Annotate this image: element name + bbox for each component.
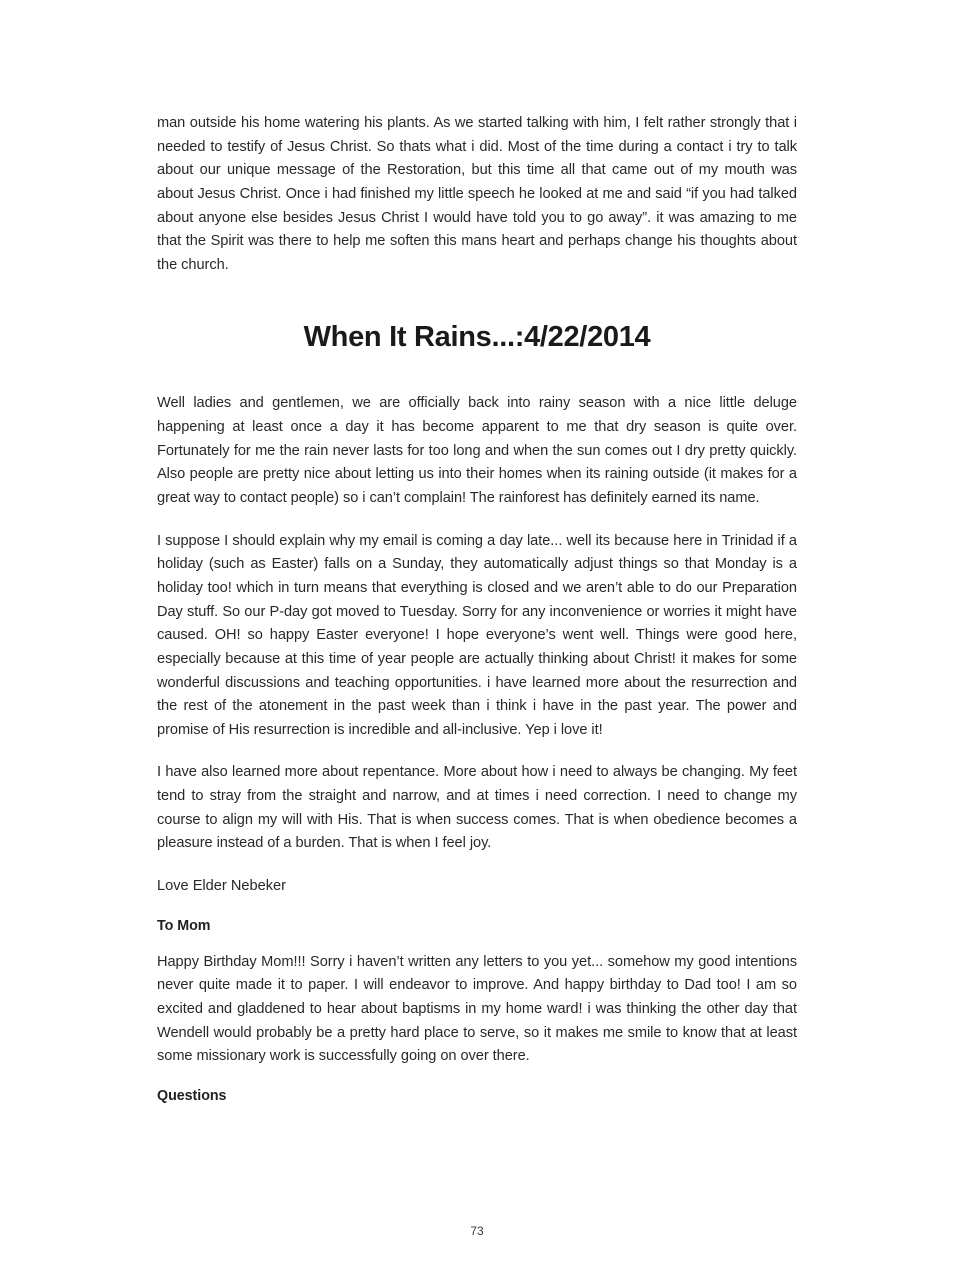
body-paragraph: Well ladies and gentlemen, we are officially back into rainy season with a nice little deluge happening at least once a day it has become apparent to me that dry season is quite over. Fortunately for me the rain never lasts for too long and when the sun comes out I dry pretty quickly. Also people are pretty nice about letting us into their homes when its raining outside (it makes for a great way to contact people) so i can’t complain! The rainforest has definitely earned its name. <box>157 395 797 507</box>
section-heading-questions: Questions <box>157 1087 227 1104</box>
signoff-line: Love Elder Nebeker <box>157 878 286 895</box>
body-paragraph: Happy Birthday Mom!!! Sorry i haven’t written any letters to you yet... somehow my good intentions never quite made it to paper. I will endeavor to improve. And happy birthday to Dad too! I am so excited and gladdened to hear about baptisms in my home ward! i was thinking the other day that Wendell would probably be a pretty hard place to serve, so it makes me smile to know that at least some missionary work is successfully going on over there. <box>157 953 797 1065</box>
page-number: 73 <box>470 1224 484 1238</box>
page-title: When It Rains...:4/22/2014 <box>303 321 651 354</box>
body-paragraph: I have also learned more about repentance. More about how i need to always be changing. My feet tend to stray from the straight and narrow, and at times i need correction. I need to change my course to align my will with His. That is when success comes. That is when obedience becomes a pleasure instead of a burden. That is when I feel joy. <box>157 764 797 852</box>
page-content <box>157 112 797 1121</box>
body-paragraph: I suppose I should explain why my email is coming a day late... well its because here in Trinidad if a holiday (such as Easter) falls on a Sunday, they automatically adjust things so that Monday is a holiday too! which in turn means that everything is closed and we aren’t able to do our Preparation Day stuff. So our P-day got moved to Tuesday. Sorry for any inconvenience or worries it might have caused. OH! so happy Easter everyone! I hope everyone’s went well. Things were good here, especially because at this time of year people are actually thinking about Christ! it makes for some wonderful discussions and teaching opportunities. i have learned more about the resurrection and the rest of the atonement in the past week than i think i have in the past year. The power and promise of His resurrection is incredible and all-inclusive. Yep i love it! <box>157 532 797 738</box>
paragraph-continued: man outside his home watering his plants. As we started talking with him, I felt rather strongly that i needed to testify of Jesus Christ. So thats what i did. Most of the time during a contact i try to talk about our unique message of the Restoration, but this time all that came out of my mouth was about Jesus Christ. Once i had finished my little speech he looked at me and said “if you had talked about anyone else besides Jesus Christ I would have told you to go away”. it was amazing to me that the Spirit was there to help me soften this mans heart and perhaps change his thoughts about the church. <box>157 115 797 273</box>
section-heading-to-mom: To Mom <box>157 917 211 934</box>
